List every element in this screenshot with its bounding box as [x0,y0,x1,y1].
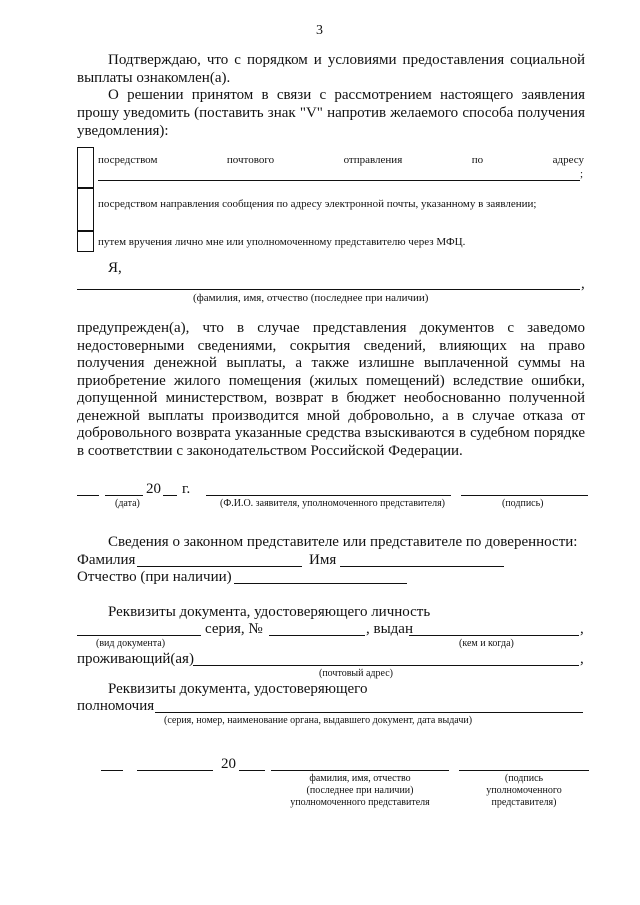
issued-label: , выдан [366,621,413,637]
mail-word-3: отправления [343,154,403,166]
option-mfc-label: путем вручения лично мне или уполномоченному представителю через МФЦ. [98,236,466,248]
date-year-suffix: г. [182,481,191,497]
address-field[interactable] [193,665,579,666]
rep-sign-caption-line-2: уполномоченного [486,785,562,796]
mail-word-4: по [471,154,484,166]
rep-sign-caption-line-3: представителя) [491,797,557,808]
issued-caption: (кем и когда) [459,638,514,649]
mail-word-5: адресу [552,154,584,166]
date-month-line[interactable] [105,495,143,496]
mail-line-end: ; [580,168,584,180]
rep-fio-caption-line-1: фамилия, имя, отчество [309,773,411,784]
authority-document-heading: Реквизиты документа, удостоверяющего [108,681,368,697]
fio-caption: (фамилия, имя, отчество (последнее при наличии) [193,292,429,304]
authority-label: полномочия [77,698,155,714]
representative-signature-line[interactable] [459,770,589,771]
fio-line[interactable] [77,289,580,290]
doc-type-caption: (вид документа) [96,638,166,649]
surname-label: Фамилия [77,552,136,568]
series-number-field[interactable] [269,635,365,636]
checkbox-email[interactable] [77,188,94,231]
authority-caption: (серия, номер, наименование органа, выдавшего документ, дата выдачи) [164,715,473,726]
patronymic-field[interactable] [234,583,407,584]
applicant-signature-line[interactable] [461,495,588,496]
mail-address-line[interactable] [98,180,580,181]
id-document-heading: Реквизиты документа, удостоверяющего личность [108,604,431,620]
address-caption: (почтовый адрес) [319,668,393,679]
surname-field[interactable] [137,566,302,567]
issued-by-field[interactable] [409,635,579,636]
bottom-year-prefix: 20 [221,756,236,772]
representative-fio-line[interactable] [271,770,449,771]
date-year-line[interactable] [163,495,177,496]
bottom-date-day-line[interactable] [101,770,123,771]
name-field[interactable] [340,566,504,567]
checkbox-mfc[interactable] [77,231,94,252]
name-label: Имя [309,552,337,568]
rep-fio-caption-line-3: уполномоченного представителя [290,797,430,808]
applicant-fio-line[interactable] [206,495,451,496]
id-line-end: , [580,621,584,637]
option-email-label: посредством направления сообщения по адресу электронной почты, указанному в заявлении; [98,198,537,210]
date-day-line[interactable] [77,495,99,496]
representative-heading: Сведения о законном представителе или представителе по доверенности: [108,534,578,550]
notification-request-paragraph: О решении принятом в связи с рассмотрением настоящего заявления прошу уведомить (поставить знак "V" напротив желаемого способа получения уведомления): [77,87,585,139]
applicant-signature-caption: (подпись) [502,498,544,509]
authority-field[interactable] [155,712,583,713]
rep-sign-caption-line-1: (подпись [504,773,544,784]
bottom-year-line[interactable] [239,770,265,771]
rep-fio-caption-line-2: (последнее при наличии) [306,785,414,796]
i-label: Я, [108,260,122,276]
patronymic-label: Отчество (при наличии) [77,569,232,585]
warning-paragraph: предупрежден(а), что в случае представления документов с заведомо недостоверными сведениями, сокрытия сведений, влияющих на право получения денежной выплаты, а также излишне выплаченной суммы на приобретение жилого помещения (жилых помещений) вследствие ошибки, допущенной министерством, возврат в бюджет необоснованно полученной денежной выплаты производится мной добровольно, а в случае отказа от добровольного возврата указанные средства взыскиваются в судебном порядке в соответствии с законодательством Российской Федерации. [77,320,585,459]
fio-line-end: , [581,276,585,292]
series-label: серия, № [205,621,263,637]
mail-word-1: посредством [98,154,158,166]
applicant-fio-caption: (Ф.И.О. заявителя, уполномоченного представителя) [220,498,446,509]
address-line-end: , [580,651,584,667]
doc-type-field[interactable] [77,635,201,636]
representative-fio-caption [271,773,449,809]
date-year-prefix: 20 [146,481,161,497]
mail-word-2: почтового [226,154,275,166]
confirm-paragraph: Подтверждаю, что с порядком и условиями предоставления социальной выплаты ознакомлен(а). [77,52,585,86]
representative-signature-caption [459,773,589,809]
checkbox-mail[interactable] [77,147,94,188]
option-mail-label [98,154,584,167]
living-label: проживающий(ая) [77,651,194,667]
bottom-date-month-line[interactable] [137,770,213,771]
date-caption: (дата) [115,498,140,509]
page-number: 3 [316,23,323,38]
